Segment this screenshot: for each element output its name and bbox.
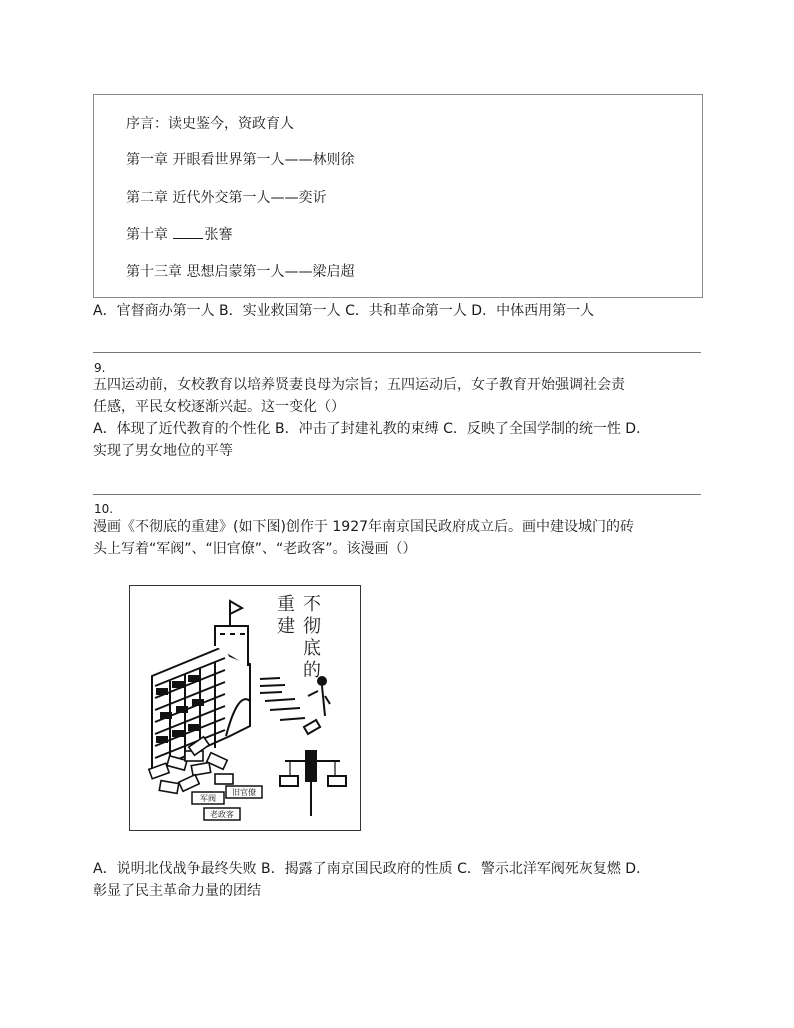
cartoon-drawing	[130, 586, 359, 829]
q10-stem	[93, 516, 699, 560]
q9-stem-line1: 五四运动前，女校教育以培养贤妻良母为宗旨；五四运动后，女子教育开始强调社会责	[93, 377, 625, 393]
q10-stem-line1: 漫画《不彻底的重建》(如下图)创作于 1927年南京国民政府成立后。画中建设城门的砖	[93, 519, 635, 535]
q9-body	[93, 374, 699, 462]
cartoon-title-char: 建	[277, 616, 295, 637]
q10-options-line1: A．说明北伐战争最终失败 B．揭露了南京国民政府的性质 C．警示北洋军阀死灰复燃 D．	[93, 861, 651, 877]
question-divider	[93, 352, 701, 353]
q8-options: A．官督商办第一人 B．实业救国第一人 C．共和革命第一人 D．中体西用第一人	[93, 303, 595, 319]
cartoon-title-char: 的	[303, 660, 321, 681]
cartoon-title-col1	[302, 594, 322, 682]
cartoon-title-char: 不	[303, 594, 321, 615]
cartoon-title-col2	[276, 594, 296, 638]
q9-options-line2: 实现了男女地位的平等	[93, 443, 233, 459]
cartoon-title-char: 彻	[303, 616, 321, 637]
q9-stem-line2: 任感，平民女校逐渐兴起。这一变化（）	[93, 399, 345, 415]
toc-chapter-10-prefix: 第十章	[126, 227, 168, 243]
question-divider	[93, 494, 701, 495]
q9-number: 9.	[94, 361, 106, 375]
brick-label-old-politician: 老政客	[210, 810, 234, 819]
cartoon-title-char: 重	[277, 594, 295, 615]
q10-options	[93, 858, 699, 902]
q10-number: 10.	[94, 502, 114, 516]
toc-preface: 序言：读史鉴今，资政育人	[126, 116, 294, 132]
q10-options-line2: 彰显了民主革命力量的团结	[93, 883, 261, 899]
fill-in-blank	[173, 226, 203, 239]
cartoon-incomplete-reconstruction	[129, 585, 361, 831]
q9-options-line1: A．体现了近代教育的个性化 B．冲击了封建礼教的束缚 C．反映了全国学制的统一性 D．	[93, 421, 651, 437]
toc-chapter-10-suffix: 张謇	[204, 227, 233, 243]
toc-chapter-13: 第十三章 思想启蒙第一人——梁启超	[126, 264, 355, 280]
table-of-contents-box	[93, 94, 703, 298]
q10-stem-line2: 头上写着“军阀”、“旧官僚”、“老政客”。该漫画（）	[93, 541, 417, 557]
brick-label-warlord: 军阀	[200, 794, 216, 803]
toc-chapter-10	[126, 226, 232, 244]
cartoon-title-char: 底	[303, 638, 321, 659]
toc-chapter-1: 第一章 开眼看世界第一人——林则徐	[126, 152, 355, 168]
toc-chapter-2: 第二章 近代外交第一人——奕䜣	[126, 190, 327, 206]
brick-label-old-bureaucrat: 旧官僚	[232, 788, 256, 797]
